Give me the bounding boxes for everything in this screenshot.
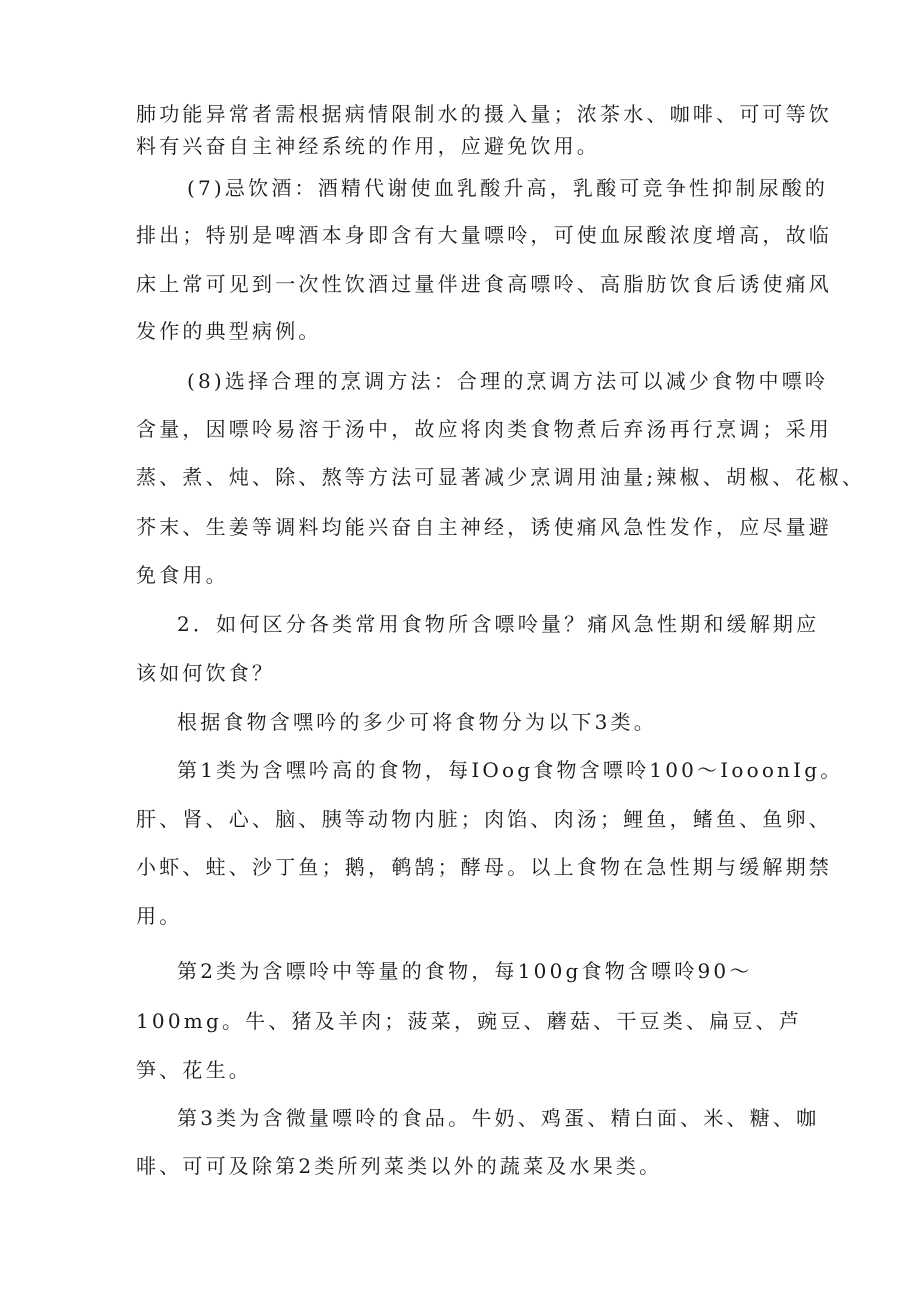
- paragraph-line: 笋、花生。: [136, 1058, 252, 1082]
- paragraph-line: 肺功能异常者需根据病情限制水的摄入量；浓茶水、咖啡、可可等饮: [136, 102, 832, 126]
- paragraph-line: 啡、可可及除第2类所列菜类以外的蔬菜及水果类。: [136, 1154, 663, 1178]
- paragraph-line: 料有兴奋自主神经系统的作用，应避免饮用。: [136, 134, 600, 158]
- paragraph-line: 小虾、蛀、沙丁鱼；鹅，鹌鹄；酵母。以上食物在急性期与缓解期禁: [136, 855, 832, 879]
- paragraph-line: 100mg。牛、猪及羊肉；菠菜，豌豆、蘑菇、干豆类、扁豆、芦: [136, 1009, 802, 1033]
- paragraph-line: 发作的典型病例。: [136, 319, 322, 343]
- paragraph-line: 用。: [136, 904, 183, 928]
- paragraph-line: 蒸、煮、炖、除、熬等方法可显著减少烹调用油量;辣椒、胡椒、花椒、: [136, 465, 866, 489]
- paragraph-line: 排出；特别是啤酒本身即含有大量嘌呤，可使血尿酸浓度增高，故临: [136, 223, 832, 247]
- question-heading: 该如何饮食？: [136, 661, 276, 685]
- paragraph-line: 第3类为含微量嘌呤的食品。牛奶、鸡蛋、精白面、米、糖、咖: [177, 1106, 820, 1130]
- paragraph-line: (7)忌饮酒：酒精代谢使血乳酸升高，乳酸可竞争性抑制尿酸的: [187, 176, 829, 200]
- question-heading: 2．如何区分各类常用食物所含嘌呤量？痛风急性期和缓解期应: [177, 612, 820, 636]
- paragraph-line: 免食用。: [136, 563, 229, 587]
- paragraph-line: 第1类为含嘿吟高的食物，每IOog食物含嘌呤100～IooonIg。: [177, 758, 844, 782]
- paragraph-line: 肝、肾、心、脑、胰等动物内脏；肉馅、肉汤；鲤鱼，鳍鱼、鱼卵、: [136, 807, 832, 831]
- paragraph-line: 床上常可见到一次性饮酒过量伴进食高嘌呤、高脂肪饮食后诱使痛风: [136, 272, 832, 296]
- paragraph-line: 含量，因嘌呤易溶于汤中，故应将肉类食物煮后弃汤再行烹调；采用: [136, 417, 832, 441]
- paragraph-line: 芥末、生姜等调料均能兴奋自主神经，诱使痛风急性发作，应尽量避: [136, 515, 832, 539]
- paragraph-line: 第2类为含嘌呤中等量的食物，每100g食物含嘌呤90～: [177, 959, 753, 983]
- paragraph-line: 根据食物含嘿吟的多少可将食物分为以下3类。: [177, 710, 657, 734]
- paragraph-line: (8)选择合理的烹调方法：合理的烹调方法可以减少食物中嘌呤: [187, 369, 829, 393]
